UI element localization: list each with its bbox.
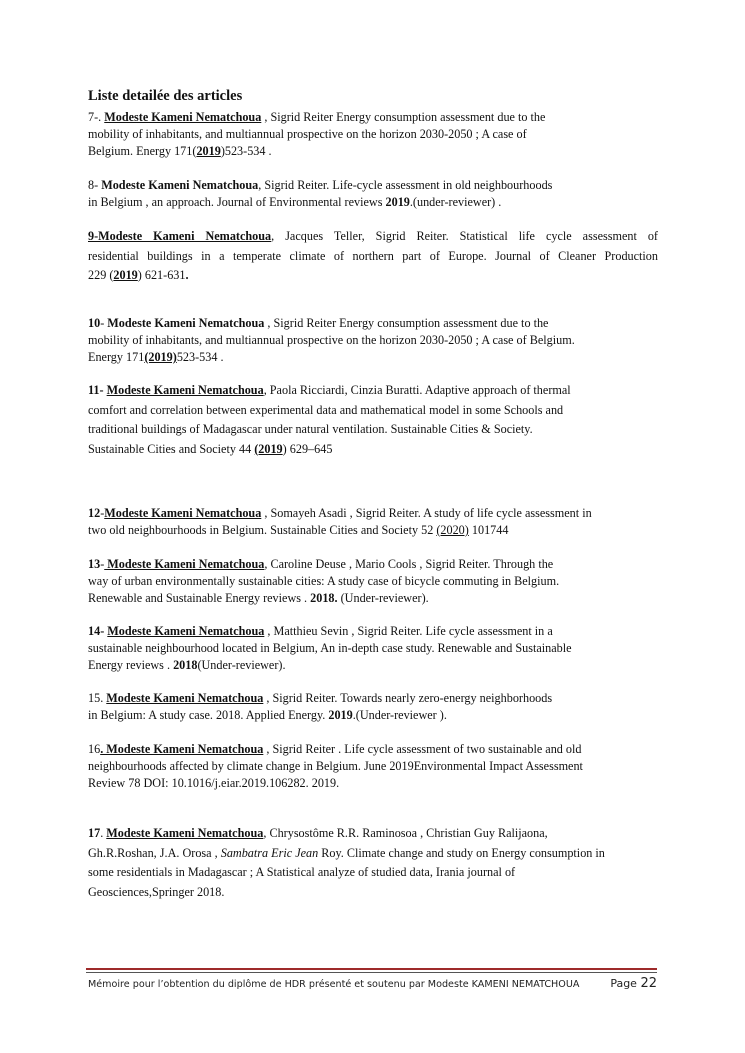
entry-line: sustainable neighbourhood located in Belgium, An in-depth case study. Renewable and Sustainable <box>88 641 572 655</box>
entry-line: 12-Modeste Kameni Nematchoua , Somayeh Asadi , Sigrid Reiter. A study of life cycle assessment in <box>88 506 592 520</box>
entry-line: Belgium. Energy 171(2019)523-534 . <box>88 144 272 158</box>
article-entry-11 <box>88 381 658 459</box>
entry-line: Energy reviews . 2018(Under-reviewer). <box>88 658 286 672</box>
entry-line: Energy 171(2019)523-534 . <box>88 350 224 364</box>
footer-rule <box>86 968 657 970</box>
article-entry-15 <box>88 690 658 724</box>
entry-line: comfort and correlation between experimental data and mathematical model in some Schools and <box>88 402 564 417</box>
entry-line: mobility of inhabitants, and multiannual prospective on the horizon 2030-2050 ; A case of <box>88 127 527 141</box>
entry-line: in Belgium: A study case. 2018. Applied Energy. 2019.(Under-reviewer ). <box>88 708 447 722</box>
article-entry-13 <box>88 556 658 607</box>
footer-text: Mémoire pour l’obtention du diplôme de HDR présenté et soutenu par Modeste KAMENI NEMATCHOUA <box>88 979 580 990</box>
page-number-value: 22 <box>640 976 657 991</box>
article-entry-14 <box>88 623 658 674</box>
article-entry-10 <box>88 315 658 366</box>
entry-line: 14- Modeste Kameni Nematchoua , Matthieu Sevin , Sigrid Reiter. Life cycle assessment in a <box>88 624 553 638</box>
entry-line: 16. Modeste Kameni Nematchoua , Sigrid Reiter . Life cycle assessment of two sustainable and old <box>88 742 582 756</box>
page-label: Page <box>610 977 637 990</box>
entry-line: 9-Modeste Kameni Nematchoua, Jacques Teller, Sigrid Reiter. Statistical life cycle assessment of <box>88 229 658 243</box>
entry-line: some residentials in Madagascar ; A Statistical analyze of studied data, Irania journal of <box>88 865 516 879</box>
article-entry-9 <box>88 227 658 286</box>
section-heading: Liste detailée des articles <box>88 88 243 104</box>
article-entry-8 <box>88 177 658 211</box>
entry-line: residential buildings in a temperate climate of northern part of Europe. Journal of Cleaner Production <box>88 248 658 263</box>
page-number <box>610 976 657 991</box>
entry-line: 10- Modeste Kameni Nematchoua , Sigrid Reiter Energy consumption assessment due to the <box>88 316 549 330</box>
entry-line: Sustainable Cities and Society 44 (2019) 629–645 <box>88 441 333 456</box>
entry-line: Geosciences,Springer 2018. <box>88 884 225 899</box>
entry-line: two old neighbourhoods in Belgium. Sustainable Cities and Society 52 (2020) 101744 <box>88 523 509 537</box>
article-entry-16 <box>88 741 658 792</box>
entry-line: 17. Modeste Kameni Nematchoua, Chrysostôme R.R. Raminosoa , Christian Guy Ralijaona, <box>88 826 548 840</box>
entry-line: 13- Modeste Kameni Nematchoua, Caroline Deuse , Mario Cools , Sigrid Reiter. Through the <box>88 557 554 571</box>
entry-line: Renewable and Sustainable Energy reviews . 2018. (Under-reviewer). <box>88 591 429 605</box>
entry-line: 229 (2019) 621-631. <box>88 268 189 282</box>
article-entry-7 <box>88 109 658 160</box>
entry-line: Gh.R.Roshan, J.A. Orosa , Sambatra Eric Jean Roy. Climate change and study on Energy consumption in <box>88 845 605 860</box>
entry-line: traditional buildings of Madagascar under natural ventilation. Sustainable Cities & Society. <box>88 422 533 436</box>
footer-rule-thin <box>86 972 657 973</box>
entry-line: way of urban environmentally sustainable cities: A study case of bicycle commuting in Belgium. <box>88 574 560 588</box>
entry-line: 15. Modeste Kameni Nematchoua , Sigrid Reiter. Towards nearly zero-energy neighborhoods <box>88 691 553 705</box>
entry-line: 8- Modeste Kameni Nematchoua, Sigrid Reiter. Life-cycle assessment in old neighbourhoods <box>88 178 553 192</box>
entry-line: 11- Modeste Kameni Nematchoua, Paola Ricciardi, Cinzia Buratti. Adaptive approach of thermal <box>88 383 571 397</box>
entry-line: neighbourhoods affected by climate change in Belgium. June 2019Environmental Impact Assessment <box>88 759 583 773</box>
article-entry-12 <box>88 505 658 539</box>
entry-line: in Belgium , an approach. Journal of Environmental reviews 2019.(under-reviewer) . <box>88 195 502 209</box>
entry-line: Review 78 DOI: 10.1016/j.eiar.2019.106282. 2019. <box>88 776 340 790</box>
article-entry-17 <box>88 824 658 902</box>
entry-line: 7-. Modeste Kameni Nematchoua , Sigrid Reiter Energy consumption assessment due to the <box>88 110 546 124</box>
entry-line: mobility of inhabitants, and multiannual prospective on the horizon 2030-2050 ; A case of Belgium. <box>88 333 575 347</box>
